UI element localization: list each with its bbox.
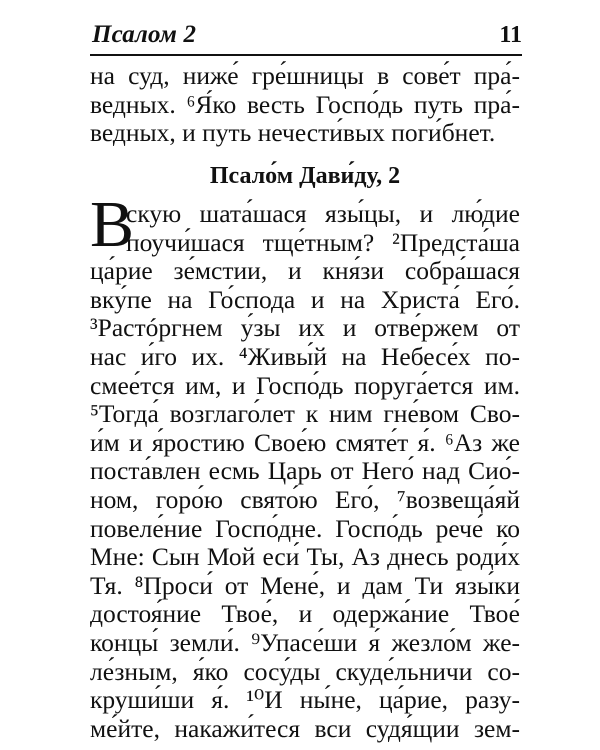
text-line: достоя́ние Твое́, и одержа́ние Твое́: [90, 599, 520, 629]
text-line: повеле́ние Госпо́дне. Госпо́дь рече́ ко: [90, 513, 520, 543]
text-line: ⁵Тогда́ возглаго́лет к ним гне́вом Сво-: [90, 399, 520, 429]
text-line: скую шата́шася язы́цы, и лю́дие: [126, 199, 520, 228]
text-line: ном, горо́ю свято́ю Его́, ⁷возвеща́яй: [90, 484, 520, 514]
text-line: поста́влен есмь Царь от Него́ над Сио́-: [90, 456, 520, 486]
running-head-title: Псалом 2: [92, 21, 197, 48]
text-line: вку́пе на Го́спода и на Христа́ Его́.: [90, 284, 520, 314]
psalm-heading: Псало́м Дави́ду, 2: [209, 163, 401, 189]
psalm-text: [90, 188, 520, 743]
page-number: 11: [499, 22, 522, 48]
text-line: ле́зным, я́ко сосу́ды скуде́льничи со-: [90, 656, 520, 686]
text-line: Мне: Сын Мой еси́ Ты, Аз днесь роди́х: [90, 542, 520, 572]
running-head: [90, 20, 522, 56]
text-line: и́м и я́ростию Свое́ю смяте́т я́. ⁶Аз же: [90, 427, 520, 457]
text-line: ведных. ⁶Я́ко весть Госпо́дь путь пра́-: [90, 89, 520, 119]
text-line: поучи́шася тще́тным? ²Предста́ша: [126, 227, 520, 257]
text-line: Тя. ⁸Проси́ от Мене́, и дам Ти язы́ки: [90, 570, 520, 600]
text-line: концы́ земли́. ⁹Упасе́ши я́ жезло́м же-: [90, 627, 520, 657]
text-line: ца́рие зе́мстии, и кня́зи собра́шася: [90, 256, 520, 286]
preceding-verses: [90, 62, 520, 148]
text-line: ведных, и путь нечести́вых поги́бнет.: [90, 118, 496, 148]
text-line: нас и́го их. ⁴Живы́й на Небесе́х по-: [90, 341, 520, 371]
text-line: смее́тся им, и Госпо́дь поруга́ется им.: [90, 370, 520, 400]
text-line: ме́йте, накажи́теся вси судя́щии зем-: [90, 713, 520, 743]
text-line: ³Растóргнем у́зы их и отве́ржем от: [90, 313, 520, 343]
text-line: на суд, ниже́ гре́шницы в сове́т пра́-: [90, 61, 520, 90]
text-line: круши́ши я́. ¹⁰И ны́не, ца́рие, разу-: [90, 685, 520, 715]
drop-cap-initial: В: [90, 188, 135, 261]
